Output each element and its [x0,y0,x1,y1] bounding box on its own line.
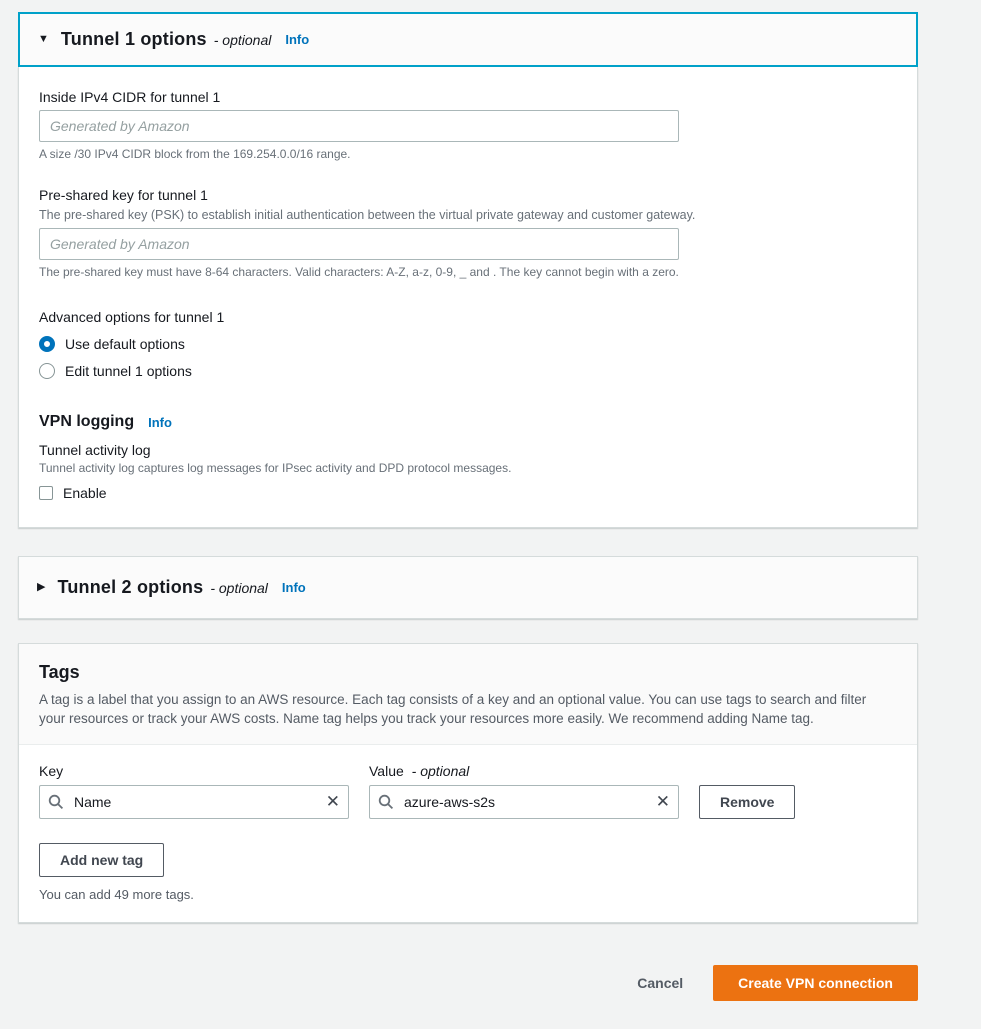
psk-field-group [39,187,897,279]
checkbox-unchecked-icon[interactable] [39,486,53,500]
tunnel2-optional-label: - optional [210,579,268,596]
vpn-logging-info-link[interactable]: Info [148,414,172,430]
vpn-logging-section [39,413,897,501]
tag-key-input[interactable] [39,785,349,819]
tags-header [19,644,917,745]
psk-helper: The pre-shared key must have 8-64 characters. Valid characters: A-Z, a-z, 0-9, _ and . The key cannot begin with a zero. [39,265,679,279]
enable-logging-label: Enable [63,485,107,501]
tags-remaining-text: You can add 49 more tags. [39,887,194,903]
form-actions [18,965,918,1029]
tunnel-activity-log-description: Tunnel activity log captures log messages for IPsec activity and DPD protocol messages. [39,461,512,475]
tags-title: Tags [39,662,80,682]
tags-content [19,745,917,922]
tag-key-column [39,763,349,819]
cancel-button[interactable]: Cancel [637,975,684,992]
tunnel2-options-header[interactable] [18,556,918,619]
inside-cidr-label: Inside IPv4 CIDR for tunnel 1 [39,89,221,105]
tag-row [39,763,897,819]
tag-value-optional-label: - optional [411,763,470,780]
tunnel1-options-title: Tunnel 1 options [60,29,207,49]
advanced-options-label: Advanced options for tunnel 1 [39,309,225,325]
create-vpn-connection-form [18,0,918,1029]
radio-unselected-icon[interactable] [39,363,55,379]
tunnel2-options-title: Tunnel 2 options [57,577,204,597]
tunnel1-options-content [18,67,918,528]
add-new-tag-button[interactable]: Add new tag [39,843,164,877]
caret-down-icon: ▼ [38,33,49,45]
tag-value-clear-icon[interactable]: ✕ [656,790,670,814]
caret-right-icon: ▶ [37,581,46,593]
radio-edit-tunnel1-options[interactable] [39,363,897,379]
inside-cidr-field-group [39,89,897,161]
tag-value-label [369,763,679,779]
remove-tag-button[interactable]: Remove [699,785,795,819]
tag-key-clear-icon[interactable]: ✕ [326,790,340,814]
enable-logging-checkbox-row[interactable] [39,485,897,501]
advanced-options-group [39,309,897,379]
create-vpn-connection-button[interactable]: Create VPN connection [713,965,918,1001]
tunnel1-options-header[interactable] [18,12,918,67]
search-icon [378,794,394,815]
radio-selected-icon[interactable] [39,336,55,352]
psk-description: The pre-shared key (PSK) to establish initial authentication between the virtual private gateway and customer gateway. [39,208,696,222]
search-icon [48,794,64,815]
tunnel-activity-log-label: Tunnel activity log [39,442,151,458]
radio-use-default-label: Use default options [65,336,185,352]
tunnel1-info-link[interactable]: Info [285,32,310,47]
tunnel2-info-link[interactable]: Info [281,580,306,595]
tags-card [18,643,918,923]
radio-use-default-options[interactable] [39,336,897,352]
psk-label: Pre-shared key for tunnel 1 [39,187,208,203]
radio-edit-tunnel1-label: Edit tunnel 1 options [65,363,192,379]
tags-description: A tag is a label that you assign to an AWS resource. Each tag consists of a key and an optional value. You can use tags to search and filter your resources or track your AWS costs. Name tag helps you track your resources more easily. We recommend adding Name tag. [39,692,867,727]
tag-value-column [369,763,679,819]
tag-key-label: Key [39,763,64,780]
vpn-logging-title: VPN logging [39,413,135,430]
tag-value-label-text: Value [369,763,404,780]
inside-cidr-input[interactable] [39,110,679,142]
tunnel1-optional-label: - optional [213,31,272,48]
psk-input[interactable] [39,228,679,260]
tag-value-input[interactable] [369,785,679,819]
inside-cidr-helper: A size /30 IPv4 CIDR block from the 169.254.0.0/16 range. [39,147,351,161]
